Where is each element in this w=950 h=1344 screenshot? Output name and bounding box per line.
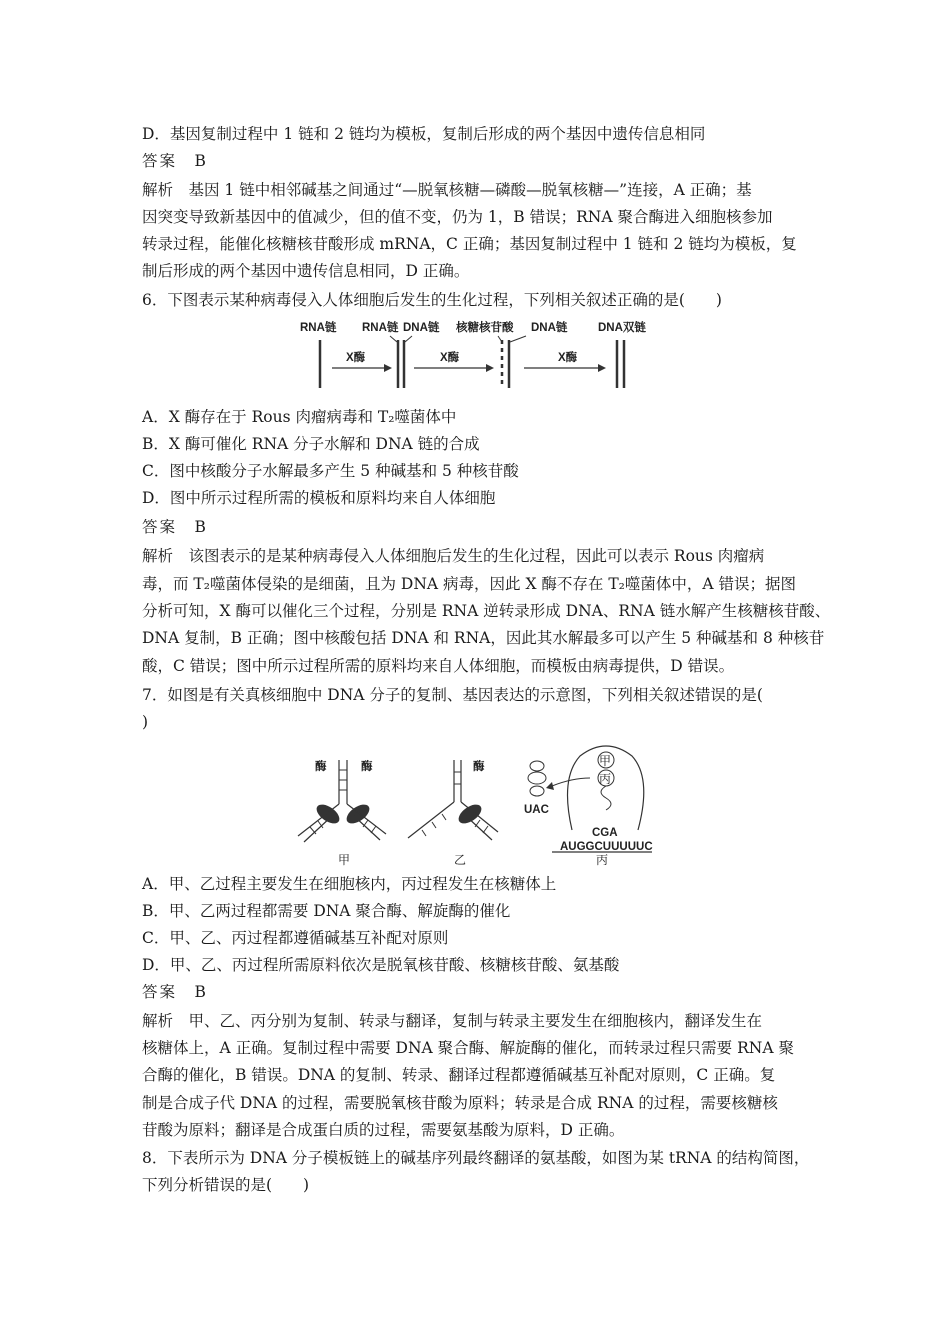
q6-label-dna-2: DNA链 bbox=[531, 322, 568, 334]
q7-analysis-line: 合酶的催化，B 错误。DNA 的复制、转录、翻译过程都遵循碱基互补配对原则，C 正确。复 bbox=[142, 1066, 776, 1084]
q7-caption-bing: 丙 bbox=[596, 853, 609, 867]
q6-option-b: B．X 酶可催化 RNA 分子水解和 DNA 链的合成 bbox=[142, 435, 480, 453]
q5-answer: 答案 B bbox=[142, 152, 208, 170]
q7-option-d: D．甲、乙、丙过程所需原料依次是脱氧核苷酸、核糖核苷酸、氨基酸 bbox=[142, 956, 620, 974]
q6-analysis-line: 酸，C 错误；图中所示过程所需的原料均来自人体细胞，而模板由病毒提供，D 错误。 bbox=[142, 657, 735, 675]
q6-answer: 答案 B bbox=[142, 518, 208, 536]
q7-analysis-line: 核糖体上，A 正确。复制过程中需要 DNA 聚合酶、解旋酶的催化，而转录过程只需要 RNA 聚 bbox=[142, 1039, 794, 1057]
q7-mrna-sequence: AUGGCUUUUUC bbox=[560, 841, 653, 853]
q8-stem: 8．下表所示为 DNA 分子模板链上的碱基序列最终翻译的氨基酸，如图为某 tRNA 的结构简图， bbox=[142, 1149, 810, 1167]
q6-enzyme-label-2: X酶 bbox=[440, 352, 460, 364]
q5-option-d: D．基因复制过程中 1 链和 2 链均为模板，复制后形成的两个基因中遗传信息相同 bbox=[142, 125, 706, 143]
q6-label-rna: RNA链 bbox=[300, 322, 337, 334]
q7-figure-yi bbox=[408, 759, 498, 840]
q5-analysis-line: 因突变导致新基因中的值减少，但的值不变，仍为 1，B 错误；RNA 聚合酶进入细胞核参加 bbox=[142, 208, 773, 226]
q6-enzyme-label-1: X酶 bbox=[346, 352, 366, 364]
q7-option-a: A．甲、乙过程主要发生在细胞核内，丙过程发生在核糖体上 bbox=[142, 875, 557, 893]
q7-analysis-line: 苷酸为原料；翻译是合成蛋白质的过程，需要氨基酸为原料，D 正确。 bbox=[142, 1121, 625, 1139]
q6-label-dna: DNA链 bbox=[403, 322, 440, 334]
q6-stem: 6．下图表示某种病毒侵入人体细胞后发生的生化过程，下列相关叙述正确的是( ) bbox=[142, 291, 722, 309]
q6-analysis-line: DNA 复制，B 正确；图中核酸包括 DNA 和 RNA，因此其水解最多可以产生 5 种碱基和 8 种核苷 bbox=[142, 629, 825, 647]
q6-analysis-line: 解析 该图表示的是某种病毒侵入人体细胞后发生的生化过程，因此可以表示 Rous 肉瘤病 bbox=[142, 547, 765, 565]
q6-option-d: D．图中所示过程所需的模板和原料均来自人体细胞 bbox=[142, 489, 496, 507]
q7-option-c: C．甲、乙、丙过程都遵循碱基互补配对原则 bbox=[142, 929, 449, 947]
q6-label-dna-double: DNA双链 bbox=[598, 322, 646, 334]
q7-analysis-line: 解析 甲、乙、丙分别为复制、转录与翻译，复制与转录主要发生在细胞核内，翻译发生在 bbox=[142, 1012, 763, 1030]
q6-label-nucleotide: 核糖核苷酸 bbox=[456, 322, 514, 334]
q6-analysis-line: 毒，而 T₂噬菌体侵染的是细菌，且为 DNA 病毒，因此 X 酶不存在 T₂噬菌体中，A 错误；据图 bbox=[142, 575, 797, 593]
q7-enzyme-label: 酶 bbox=[315, 761, 327, 773]
q7-stem-cont: ) bbox=[142, 713, 149, 731]
q7-answer: 答案 B bbox=[142, 983, 208, 1001]
q7-enzyme-blob bbox=[455, 801, 484, 827]
q6-process-diagram bbox=[290, 316, 670, 394]
q7-caption-yi: 乙 bbox=[454, 853, 467, 867]
q7-enzyme-label: 酶 bbox=[473, 761, 485, 773]
q7-anticodon: CGA bbox=[592, 827, 618, 839]
q6-option-a: A．X 酶存在于 Rous 肉瘤病毒和 T₂噬菌体中 bbox=[142, 408, 457, 426]
q7-inner-label-jia: 甲 bbox=[599, 754, 612, 768]
q6-enzyme-label-3: X酶 bbox=[558, 352, 578, 364]
q7-figure-bing bbox=[524, 746, 653, 853]
q7-anticodon-left: UAC bbox=[524, 804, 549, 816]
q7-caption-jia: 甲 bbox=[338, 853, 351, 867]
q6-analysis-line: 分析可知，X 酶可以催化三个过程，分别是 RNA 逆转录形成 DNA、RNA 链水解产生核糖核苷酸、 bbox=[142, 602, 831, 620]
q7-enzyme-label: 酶 bbox=[361, 761, 373, 773]
q7-option-b: B．甲、乙两过程都需要 DNA 聚合酶、解旋酶的催化 bbox=[142, 902, 511, 920]
q6-option-c: C．图中核酸分子水解最多产生 5 种碱基和 5 种核苷酸 bbox=[142, 462, 519, 480]
q7-figure-jia bbox=[298, 759, 386, 842]
q5-analysis-line: 解析 基因 1 链中相邻碱基之间通过“—脱氧核糖—磷酸—脱氧核糖—”连接，A 正确；基 bbox=[142, 181, 752, 199]
q6-label-rna-2: RNA链 bbox=[362, 322, 399, 334]
q5-analysis-line: 转录过程，能催化核糖核苷酸形成 mRNA，C 正确；基因复制过程中 1 链和 2 链均为模板，复 bbox=[142, 235, 797, 253]
q8-stem-cont: 下列分析错误的是( ) bbox=[142, 1176, 310, 1194]
q7-stem: 7．如图是有关真核细胞中 DNA 分子的复制、基因表达的示意图，下列相关叙述错误的是( bbox=[142, 686, 763, 704]
q5-analysis-line: 制后形成的两个基因中遗传信息相同，D 正确。 bbox=[142, 262, 470, 280]
q7-inner-label-bing: 丙 bbox=[599, 772, 612, 786]
q7-process-diagram bbox=[290, 738, 670, 868]
q7-analysis-line: 制是合成子代 DNA 的过程，需要脱氧核苷酸为原料；转录是合成 RNA 的过程，需要核糖核 bbox=[142, 1094, 778, 1112]
